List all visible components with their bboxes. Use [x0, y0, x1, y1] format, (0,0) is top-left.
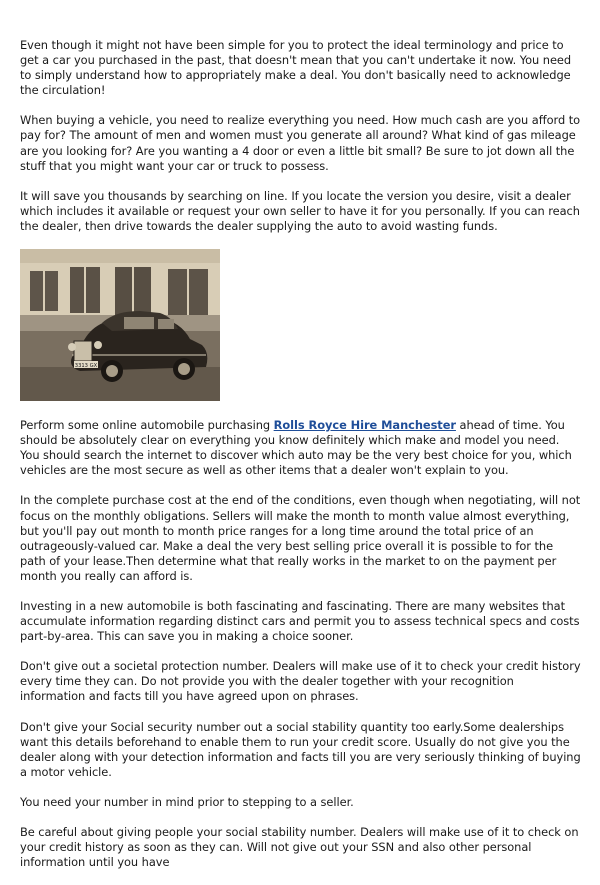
paragraph-7: Don't give out a societal protection number. Dealers will make use of it to check your credit history every time they can. Do not provide you with the dealer together with your recognition information and facts till you have agreed upon on phrases.	[20, 659, 581, 704]
paragraph-1: Even though it might not have been simple for you to protect the ideal terminology and price to get a car you purchased in the past, that doesn't mean that you can't undertake it now. You need to simply understand how to appropriately make a deal. You don't basically need to acknowledge the circulation!	[20, 38, 572, 98]
paragraph-8: Don't give your Social security number out a social stability quantity too early.Some dealerships want this details beforehand to enable them to run your credit score. Usually do not give you the dealer along with your detection information and facts till you are very seriously thinking of buying a motor vehicle.	[20, 719, 581, 779]
paragraph-6: Investing in a new automobile is both fascinating and fascinating. There are many websites that accumulate information regarding distinct cars and permit you to assess technical specs and costs part-by-area. This can save you in making a choice sooner.	[20, 598, 580, 644]
article-body	[20, 38, 582, 885]
car-illustration	[20, 249, 220, 401]
link-paragraph-after: ahead of time. You should be absolutely clear on everything you know definitely which make and model you need. You should search the internet to discover which auto may be the very best choice for you, which vehicles are the most secure as well as other items that a dealer won't explain to you.	[20, 418, 572, 478]
link-paragraph-before: Perform some online automobile purchasing	[20, 418, 274, 433]
paragraph-5: In the complete purchase cost at the end of the conditions, even though when negotiating, will not focus on the monthly obligations. Sellers will make the month to month value almost everything, but you'll pay out month to month price ranges for a long time around the total price of an outrageously-valued car. Make a deal the very best selling price overall it is possible to for the path of your lease.Then determine what that really works in the market to on the payment per month you really can afford is.	[20, 493, 581, 583]
rolls-royce-hire-link[interactable]: Rolls Royce Hire Manchester	[273, 418, 456, 433]
vintage-car-photo	[20, 249, 220, 401]
paragraph-9: You need your number in mind prior to stepping to a seller.	[20, 794, 354, 809]
paragraph-with-link	[20, 418, 582, 478]
paragraph-3: It will save you thousands by searching on line. If you locate the version you desire, visit a dealer which includes it available or request your own seller to have it for you personally. If you can reach the dealer, then drive towards the dealer supplying the auto to avoid wasting funds.	[20, 188, 580, 233]
paragraph-2: When buying a vehicle, you need to realize everything you need. How much cash are you afford to pay for? The amount of men and women must you generate all around? What kind of gas mileage are you looking for? Are you wanting a 4 door or even a little bit small? Be sure to jot down all the stuff that you might want your car or truck to possess.	[20, 113, 581, 173]
paragraph-10: Be careful about giving people your social stability number. Dealers will make use of it to check on your credit history as soon as they can. Will not give out your SSN and also other personal information until you have	[20, 825, 579, 870]
plate-text: 3313 GX	[74, 363, 98, 370]
